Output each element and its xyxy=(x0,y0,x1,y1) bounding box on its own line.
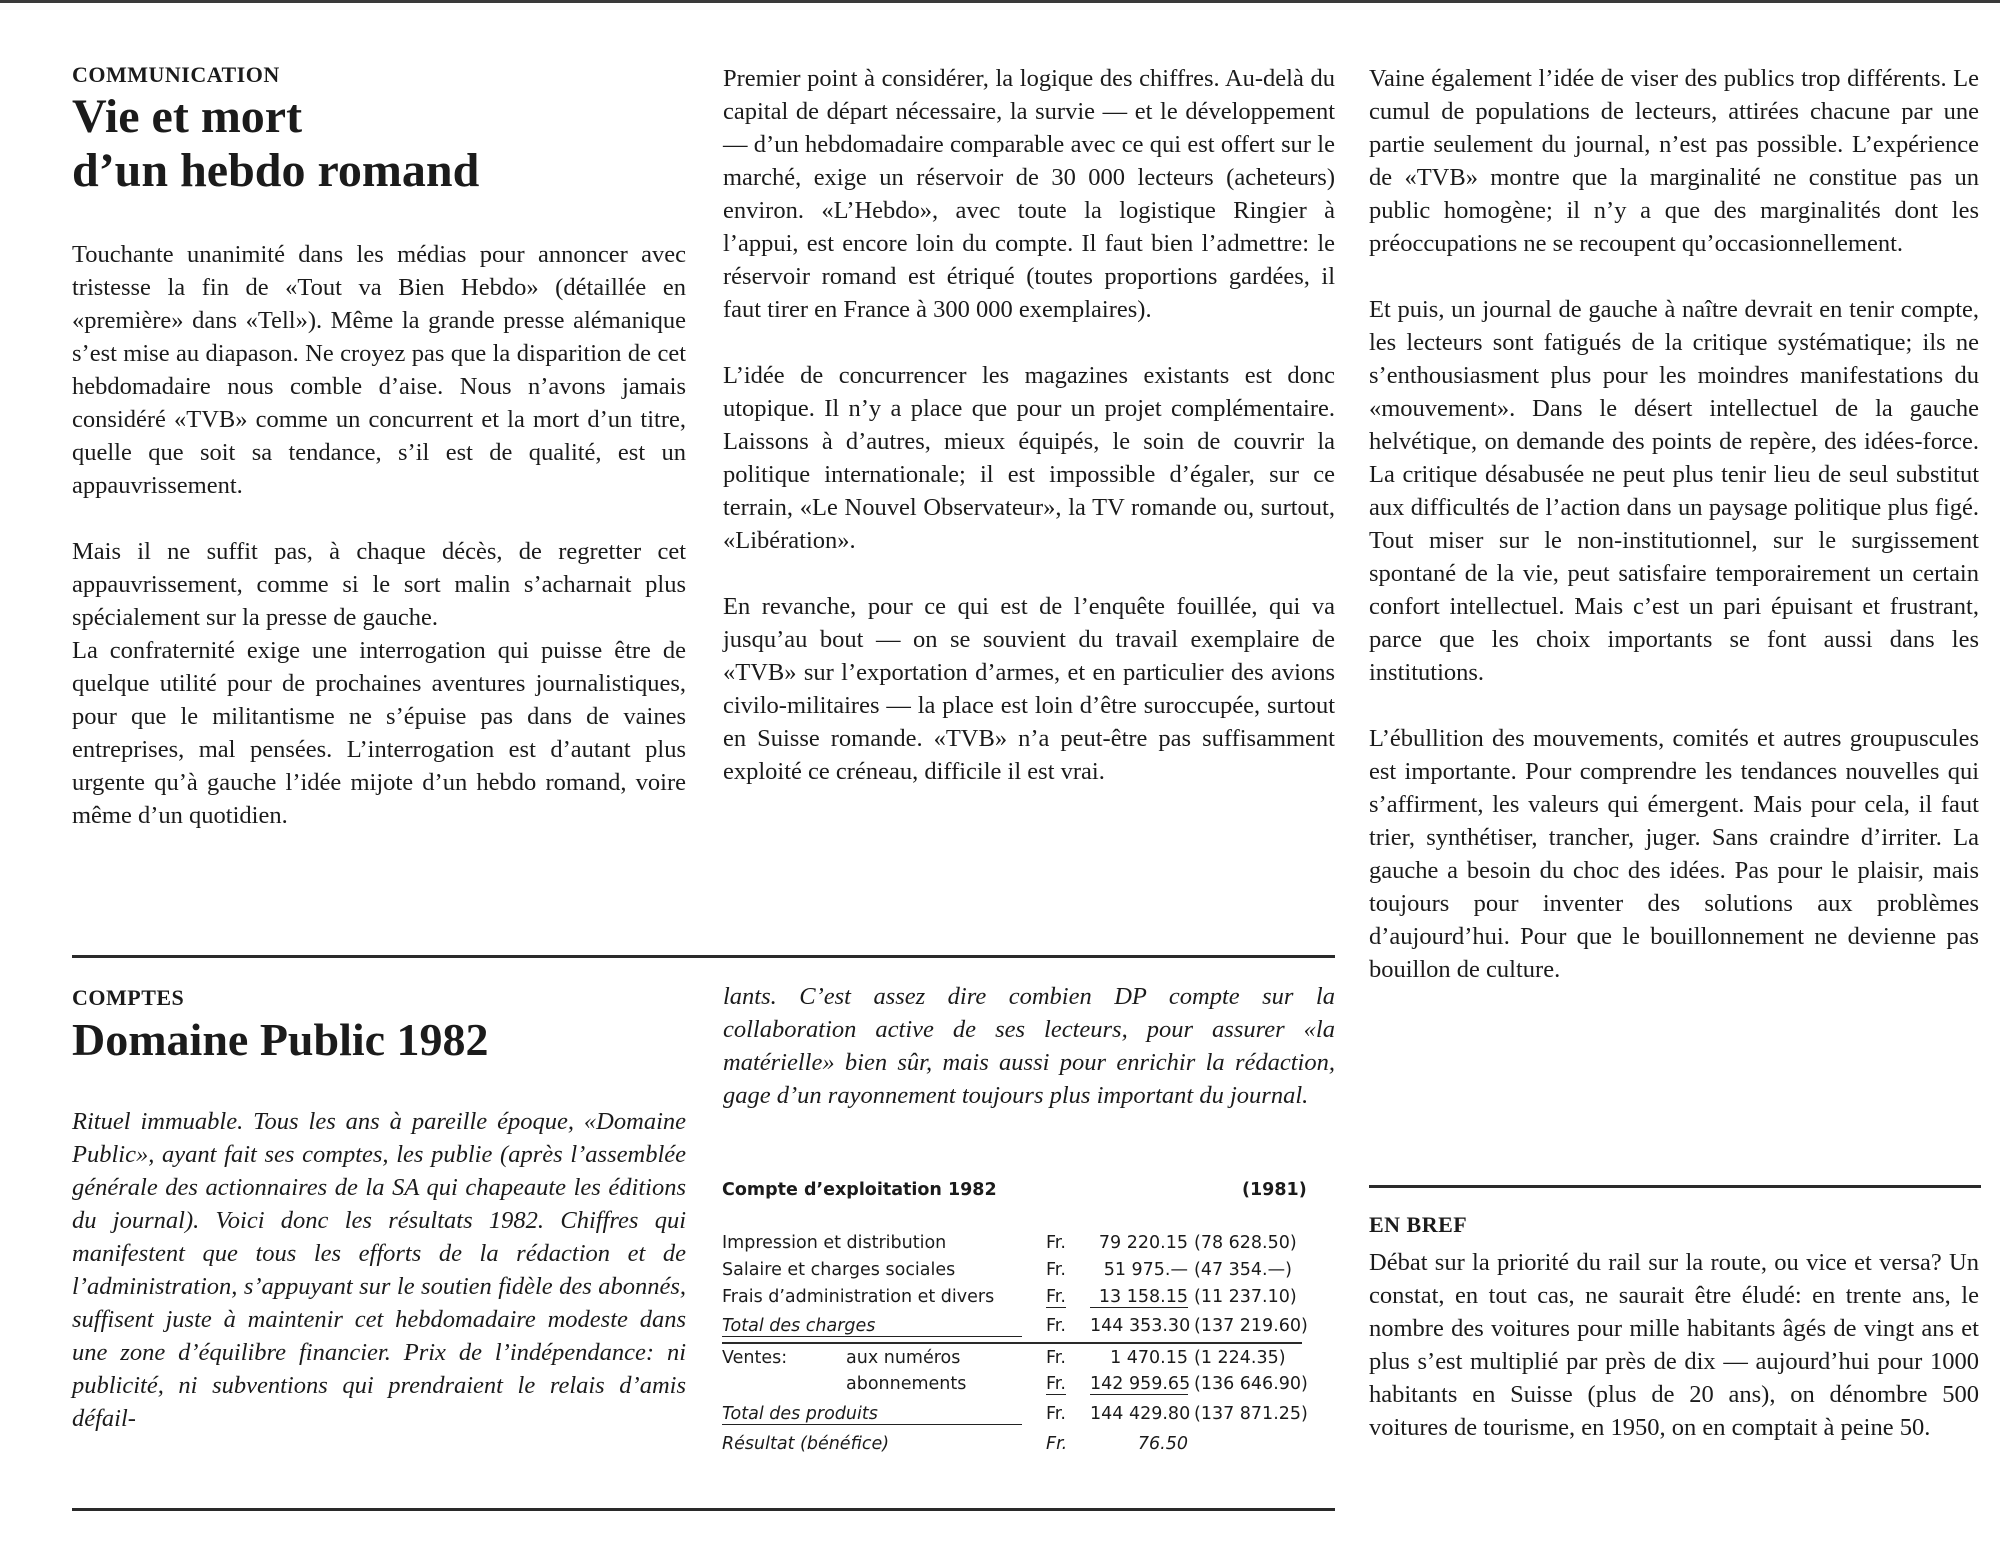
row-amount: 144 429.80 xyxy=(1090,1404,1191,1424)
row-amount: 51 975.— xyxy=(1103,1260,1188,1280)
row-amount: 76.50 xyxy=(1137,1434,1188,1454)
paragraph: Mais il ne suffit pas, à chaque décès, de regretter cet appauvrissement, comme si le sort malin s’acharnait plus spécialement sur la presse de gauche. xyxy=(72,538,686,631)
row-label: Ventes: xyxy=(722,1348,788,1368)
article-comptes-col1 xyxy=(72,985,686,1435)
paragraph: Et puis, un journal de gauche à naître devrait en tenir compte, les lecteurs sont fatigués de la critique systématique; ils ne s’enthousiasment plus pour les moindres manifestations du «mouvement». Dans le désert intellectuel de la gauche helvétique, on demande des points de repère, des idées-force. La critique désabusée ne peut plus tenir lieu de seul substitut aux difficultés de l’action dans un paysage politique plus figé. Tout miser sur le non-institutionnel, sur le surgissement spontané de la vie, peut satisfaire temporairement un certain confort intellectuel. Mais c’est un pari épuisant et frustrant, parce que les choix importants se font aussi dans les institutions. xyxy=(1369,296,1979,686)
table-row xyxy=(722,1434,1302,1460)
row-currency: Fr. xyxy=(1046,1404,1066,1424)
row-currency: Fr. xyxy=(1046,1348,1066,1368)
row-sublabel: abonnements xyxy=(846,1374,967,1394)
brief-section xyxy=(1369,1212,1979,1444)
table-row xyxy=(722,1374,1308,1400)
row-currency: Fr. xyxy=(1046,1316,1066,1336)
paragraph: L’idée de concurrencer les magazines existants est donc utopique. Il n’y a place que pour un projet complémentaire. Laissons à d’autres, mieux équipés, le soin de couvrir la politique internationale; il est impossible d’égaler, sur ce terrain, «Le Nouvel Observateur», la TV romande ou, surtout, «Libération». xyxy=(723,362,1335,554)
row-label: Résultat (bénéfice) xyxy=(722,1434,890,1454)
article-title xyxy=(72,90,686,198)
section-divider xyxy=(1369,1185,1981,1188)
table-title: Compte d’exploitation 1982 xyxy=(722,1180,997,1200)
paragraph: Rituel immuable. Tous les ans à pareille époque, «Domaine Public», ayant fait ses comptes, les publie (après l’assemblée générale des actionnaires de la SA qui chapeaute les éditions du journal). Voici donc les résultats 1982. Chiffres qui manifestent que tous les efforts de la rédaction et de l’administration, s’appuyant sur le soutien fidèle des abonnés, suffisent juste à maintenir cet hebdomadaire modeste dans une zone d’équilibre financier. Prix de l’indépendance: ni publicité, ni subventions qui prendraient le relais d’amis défail- xyxy=(72,1108,686,1432)
article-communication-col2 xyxy=(723,62,1335,788)
row-prev: (1 224.35) xyxy=(1194,1348,1286,1368)
row-amount: 144 353.30 xyxy=(1090,1316,1191,1336)
row-prev: (136 646.90) xyxy=(1194,1374,1308,1394)
article-communication-col1 xyxy=(72,62,686,832)
row-amount: 142 959.65 xyxy=(1090,1374,1191,1394)
paragraph: Touchante unanimité dans les médias pour annoncer avec tristesse la fin de «Tout va Bien Hebdo» (détaillée en «première» dans «Tell»). Même la grande presse alémanique s’est mise au diapason. Ne croyez pas que la disparition de cet hebdomadaire nous comble d’aise. Nous n’avons jamais considéré «TVB» comme un concurrent et la mort d’un titre, quelle que soit sa tendance, s’il est de qualité, est un appauvrissement. xyxy=(72,241,686,499)
table-row xyxy=(722,1404,1308,1430)
row-sublabel: aux numéros xyxy=(846,1348,961,1368)
paragraph: En revanche, pour ce qui est de l’enquête fouillée, qui va jusqu’au bout — on se souvient du travail exemplaire de «TVB» sur l’exportation d’armes, et en particulier des avions civilo-militaires — la place est loin d’être suroccupée, surtout en Suisse romande. «TVB» n’a peut-être pas suffisamment exploité ce créneau, difficile il est vrai. xyxy=(723,593,1335,785)
table-row xyxy=(722,1260,1302,1286)
row-label: Total des produits xyxy=(722,1404,1022,1425)
row-label: Salaire et charges sociales xyxy=(722,1260,956,1280)
row-currency: Fr. xyxy=(1046,1434,1068,1454)
title-line: Vie et mort xyxy=(72,90,303,143)
brief-rubric: EN BREF xyxy=(1369,1212,1468,1237)
row-label: Total des charges xyxy=(722,1316,1022,1337)
row-currency: Fr. xyxy=(1046,1374,1066,1394)
top-border-rule xyxy=(0,0,2000,3)
row-prev: (137 219.60) xyxy=(1194,1316,1308,1336)
row-amount: 79 220.15 xyxy=(1098,1233,1188,1253)
table-row xyxy=(722,1233,1302,1259)
accounts-table xyxy=(722,1180,1312,1480)
article-rubric: COMMUNICATION xyxy=(72,62,280,87)
row-currency: Fr. xyxy=(1046,1260,1066,1280)
table-prev-year-header: (1981) xyxy=(1242,1180,1307,1200)
row-amount: 1 470.15 xyxy=(1110,1348,1188,1368)
paragraph: lants. C’est assez dire combien DP compte sur la collaboration active de ses lecteurs, pour assurer «la matérielle» bien sûr, mais aussi pour enrichir la rédaction, gage d’un rayonnement toujours plus important du journal. xyxy=(723,983,1335,1109)
row-amount: 13 158.15 xyxy=(1090,1287,1188,1308)
table-row xyxy=(722,1316,1308,1342)
paragraph: Vaine également l’idée de viser des publics trop différents. Le cumul de populations de lecteurs, attirées chacune par une partie seulement du journal, n’est pas possible. L’expérience de «TVB» montre que la marginalité ne constitue pas un public homogène; il n’y a que des marginalités dont les préoccupations ne se recoupent qu’occasionnellement. xyxy=(1369,65,1979,257)
row-currency: Fr. xyxy=(1046,1287,1066,1307)
row-prev: (11 237.10) xyxy=(1194,1287,1297,1307)
table-row xyxy=(722,1287,1302,1313)
paragraph: Premier point à considérer, la logique des chiffres. Au-delà du capital de départ nécessaire, la survie — et le développement — d’un hebdomadaire comparable avec ce qui est offert sur le marché, exige un réservoir de 30 000 lecteurs (acheteurs) environ. «L’Hebdo», avec toute la logistique Ringier à l’appui, est encore loin du compte. Il faut bien l’admettre: le réservoir romand est étriqué (toutes proportions gardées, il faut tirer en France à 300 000 exemplaires). xyxy=(723,65,1335,323)
table-divider xyxy=(722,1342,1302,1344)
paragraph: L’ébullition des mouvements, comités et autres groupuscules est importante. Pour comprendre les tendances nouvelles qui s’affirment, les valeurs qui émergent. Mais pour cela, il faut trier, synthétiser, trancher, juger. Sans craindre d’irriter. La gauche a besoin du choc des idées. Pas pour le plaisir, mais toujours pour inventer des solutions aux problèmes d’aujourd’hui. Pour que le bouillonnement ne devienne pas bouillon de culture. xyxy=(1369,725,1979,983)
row-prev: (78 628.50) xyxy=(1194,1233,1297,1253)
row-label: Impression et distribution xyxy=(722,1233,947,1253)
article-rubric: COMPTES xyxy=(72,985,185,1010)
row-prev: (137 871.25) xyxy=(1194,1404,1308,1424)
row-label: Frais d’administration et divers xyxy=(722,1287,995,1307)
row-currency: Fr. xyxy=(1046,1233,1066,1253)
article-communication-col3 xyxy=(1369,62,1979,986)
article-title: Domaine Public 1982 xyxy=(72,1014,489,1065)
row-prev: (47 354.—) xyxy=(1194,1260,1292,1280)
article-comptes-col2 xyxy=(723,980,1335,1112)
title-line: d’un hebdo romand xyxy=(72,144,480,197)
section-divider xyxy=(72,955,1335,958)
table-row xyxy=(722,1348,1302,1374)
paragraph: Débat sur la priorité du rail sur la route, ou vice et versa? Un constat, en tout cas, ne saurait être éludé: en trente ans, le nombre des voitures pour mille habitants âgés de vingt ans et plus s’est multiplié par près de dix — aujourd’hui pour 1000 habitants en Suisse (plus de 20 ans), on dénombre 500 voitures de tourisme, en 1950, on en comptait à peine 50. xyxy=(1369,1249,1979,1441)
section-divider xyxy=(72,1508,1335,1511)
paragraph: La confraternité exige une interrogation qui puisse être de quelque utilité pour de prochaines aventures journalistiques, pour que le militantisme ne s’épuise pas dans de vaines entreprises, mal pensées. L’interrogation est d’autant plus urgente qu’à gauche l’idée mijote d’un hebdo romand, voire même d’un quotidien. xyxy=(72,637,686,829)
